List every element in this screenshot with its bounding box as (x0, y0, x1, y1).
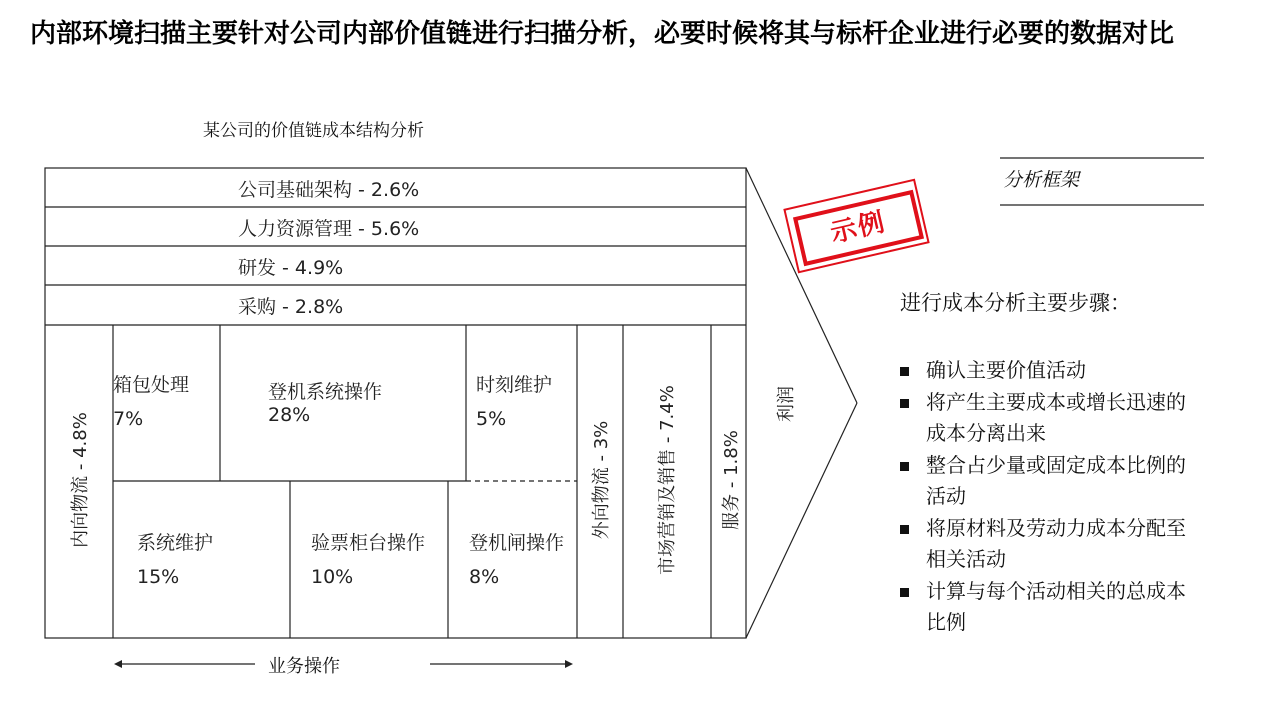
outbound-logistics: 外向物流 - 3% (591, 420, 612, 540)
step-item: 整合占少量或固定成本比例的活动 (900, 450, 1200, 512)
op-system-value: 15% (137, 566, 180, 588)
square-bullet-icon (900, 525, 909, 534)
support-rd: 研发 - 4.9% (238, 257, 344, 279)
steps-title: 进行成本分析主要步骤： (900, 291, 1131, 315)
chart-title: 某公司的价值链成本结构分析 (203, 121, 424, 141)
op-baggage-value: 7% (113, 408, 144, 430)
op-boarding-name: 登机系统操作 (268, 381, 383, 403)
op-system-name: 系统维护 (137, 532, 214, 554)
marketing-sales: 市场营销及销售 - 7.4% (657, 385, 678, 575)
example-stamp: 示例 (793, 190, 924, 266)
framework-title: 分析框架 (1003, 169, 1080, 191)
op-ticket-name: 验票柜台操作 (311, 532, 426, 554)
op-schedule-name: 时刻维护 (476, 374, 553, 396)
operations-axis-label: 业务操作 (268, 656, 340, 677)
inbound-logistics: 内向物流 - 4.8% (70, 412, 91, 548)
support-hr: 人力资源管理 - 5.6% (238, 218, 420, 240)
op-gate-name: 登机闸操作 (469, 532, 565, 554)
profit-chevron-bottom (746, 403, 857, 638)
service: 服务 - 1.8% (721, 430, 742, 530)
step-item: 计算与每个活动相关的总成本比例 (900, 576, 1200, 638)
page-title: 内部环境扫描主要针对公司内部价值链进行扫描分析，必要时候将其与标杆企业进行必要的数据对比 (30, 19, 1175, 49)
steps-list (900, 355, 1200, 639)
step-item: 确认主要价值活动 (900, 355, 1200, 386)
op-gate-value: 8% (469, 566, 500, 588)
square-bullet-icon (900, 462, 909, 471)
op-schedule-value: 5% (476, 408, 507, 430)
support-infrastructure: 公司基础架构 - 2.6% (238, 179, 420, 201)
step-item: 将产生主要成本或增长迅速的成本分离出来 (900, 387, 1200, 449)
support-procurement: 采购 - 2.8% (238, 296, 344, 318)
square-bullet-icon (900, 367, 909, 376)
op-baggage-name: 箱包处理 (113, 374, 190, 396)
square-bullet-icon (900, 399, 909, 408)
profit-label: 利润 (776, 386, 797, 422)
op-boarding-value: 28% (268, 404, 311, 426)
square-bullet-icon (900, 588, 909, 597)
step-item: 将原材料及劳动力成本分配至相关活动 (900, 513, 1200, 575)
op-ticket-value: 10% (311, 566, 354, 588)
